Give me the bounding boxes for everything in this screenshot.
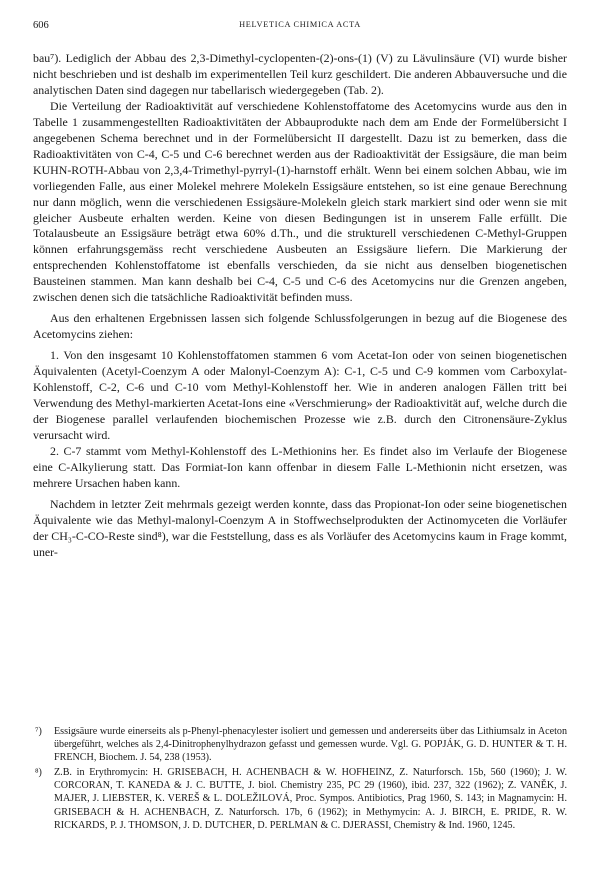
footnote-mark: ⁷) (35, 726, 42, 737)
paragraph-3: Aus den erhaltenen Ergebnissen lassen sich folgende Schlussfolgerungen in bezug auf die Biogenese des Acetomycins ziehen: (33, 311, 567, 342)
footnotes (33, 725, 567, 834)
paragraph-5: 2. C-7 stammt vom Methyl-Kohlenstoff des L-Methionins her. Es findet also im Verlaufe der Biogenese eine C-Alkylierung statt. Das Formiat-Ion kann offenbar in diesem Falle L-Methionin nicht ersetzen, was mehrere Ursachen haben kann. (33, 443, 567, 490)
footnote-text: Essigsäure wurde einerseits als p-Phenyl-phenacylester isoliert und gemessen und andererseits über das Lithiumsalz in Aceton übergeführt, welches als 2,4-Dinitrophenylhydrazon gefasst und gemessen wurde. Vgl. G. POPJÁK, G. D. HUNTER & T. H. FRENCH, Biochem. J. 54, 238 (1953). (54, 726, 567, 764)
footnote-7 (33, 725, 567, 764)
paragraph-1: bau⁷). Lediglich der Abbau des 2,3-Dimethyl-cyclopenten-(2)-ons-(1) (V) zu Lävulinsäure (VI) wurde bisher nicht beschrieben und ist deshalb im experimentellen Teil kurz geschildert. Die anderen Abbauversuche und die analytischen Daten sind dagegen nur tabellarisch wiedergegeben (Tab. 2). (33, 51, 567, 97)
paragraph-2: Die Verteilung der Radioaktivität auf verschiedene Kohlenstoffatome des Acetomycins wurde aus den in Tabelle 1 zusammengestellten Radioaktivitäten der Abbauprodukte nach dem am Ende der Formelübersicht I angegebenen Schema berechnet und in der Formelübersicht II dargestellt. Dazu ist zu bemerken, dass die Radioaktivitäten von C-4, C-5 und C-6 berechnet werden aus der Radioaktivität der Essigsäure, die man beim KUHN-ROTH-Abbau von 2,3,4-Trimethyl-pyrryl-(1)-harnstoff erhält. Wenn bei einem solchen Abbau, wie im vorliegenden Falle, aus einer Molekel mehrere Molekeln Essigsäure entstehen, so ist eine genaue Berechnung nur dann möglich, wenn die verschiedenen Essigsäure-Molekeln gleich stark markiert sind oder wenn sie mit gleicher Ausbeute erhalten werden. Keine von diesen Bedingungen ist in unserem Falle erfüllt. Die Totalausbeute an Essigsäure beträgt etwa 60% d.Th., und die strukturell verschiedenen C-Methyl-Gruppen können erfahrungsgemäss recht verschiedene Ausbeuten an Essigsäure liefern. Die Markierung der entsprechenden Kohlenstoffatome ist ebenfalls verschieden, da sie nicht aus denselben biogenetischen Bausteinen stammen. Man kann deshalb bei C-4, C-5 und C-6 des Acetomycins nur die Grenzen angeben, zwischen denen sich die tatsächliche Radioaktivität befinden muss. (33, 98, 567, 305)
page-number: 606 (33, 20, 49, 31)
running-header (33, 20, 567, 34)
footnote-text: Z.B. in Erythromycin: H. GRISEBACH, H. ACHENBACH & W. HOFHEINZ, Z. Naturforsch. 15b, 560 (1960); J. W. CORCORAN, T. KANEDA & J. C. BUTTE, J. biol. Chemistry 235, PC 29 (1960), ibid. 237, 322 (1962); Z. VANĚK, J. MAJER, J. LIEBSTER, K. VEREŠ & L. DOLEŽILOVÁ, Proc. Sympos. Antibiotics, Prag 1960, S. 143; in Magnamycin: H. GRISEBACH & H. ACHENBACH, Z. Naturforsch. 17b, 6 (1962); in Methymycin: A. J. BIRCH, E. PRIDE, R. W. RICKARDS, P. J. THOMSON, J. D. DUTCHER, D. PERLMAN & C. DJERASSI, Chemistry & Ind. 1960, 1245. (54, 767, 567, 831)
paragraph-6: Nachdem in letzter Zeit mehrmals gezeigt werden konnte, dass das Propionat-Ion oder seine biogenetischen Äquivalente wie das Methyl-malonyl-Coenzym A in Stoffwechselprodukten der Actinomyceten die Vorläufer der CH₃-C-CO-Reste sind⁸), war die Feststellung, dass es als Vorläufer des Acetomycins kaum in Frage kommt, uner- (33, 496, 567, 559)
body-text (33, 51, 567, 561)
footnote-mark: ⁸) (35, 767, 42, 779)
paragraph-4: 1. Von den insgesamt 10 Kohlenstoffatomen stammen 6 vom Acetat-Ion oder von seinen biogenetischen Äquivalenten (Acetyl-Coenzym A oder Malonyl-Coenzym A): C-1, C-5 und C-9 kommen vom Carboxylat-Kohlenstoff, C-2, C-6 und C-10 vom Methyl-Kohlenstoff her. Wie in anderen analogen Fällen tritt bei Verwendung des Methyl-markierten Acetat-Ions eine «Verschmierung» der Radioaktivität auf, welche durch die der Biogenese parallel verlaufenden biochemischen Prozesse wie z.B. durch den Citronensäure-Zyklus verursacht wird. (33, 348, 567, 442)
footnote-8 (33, 766, 567, 831)
journal-title: HELVETICA CHIMICA ACTA (239, 20, 361, 29)
